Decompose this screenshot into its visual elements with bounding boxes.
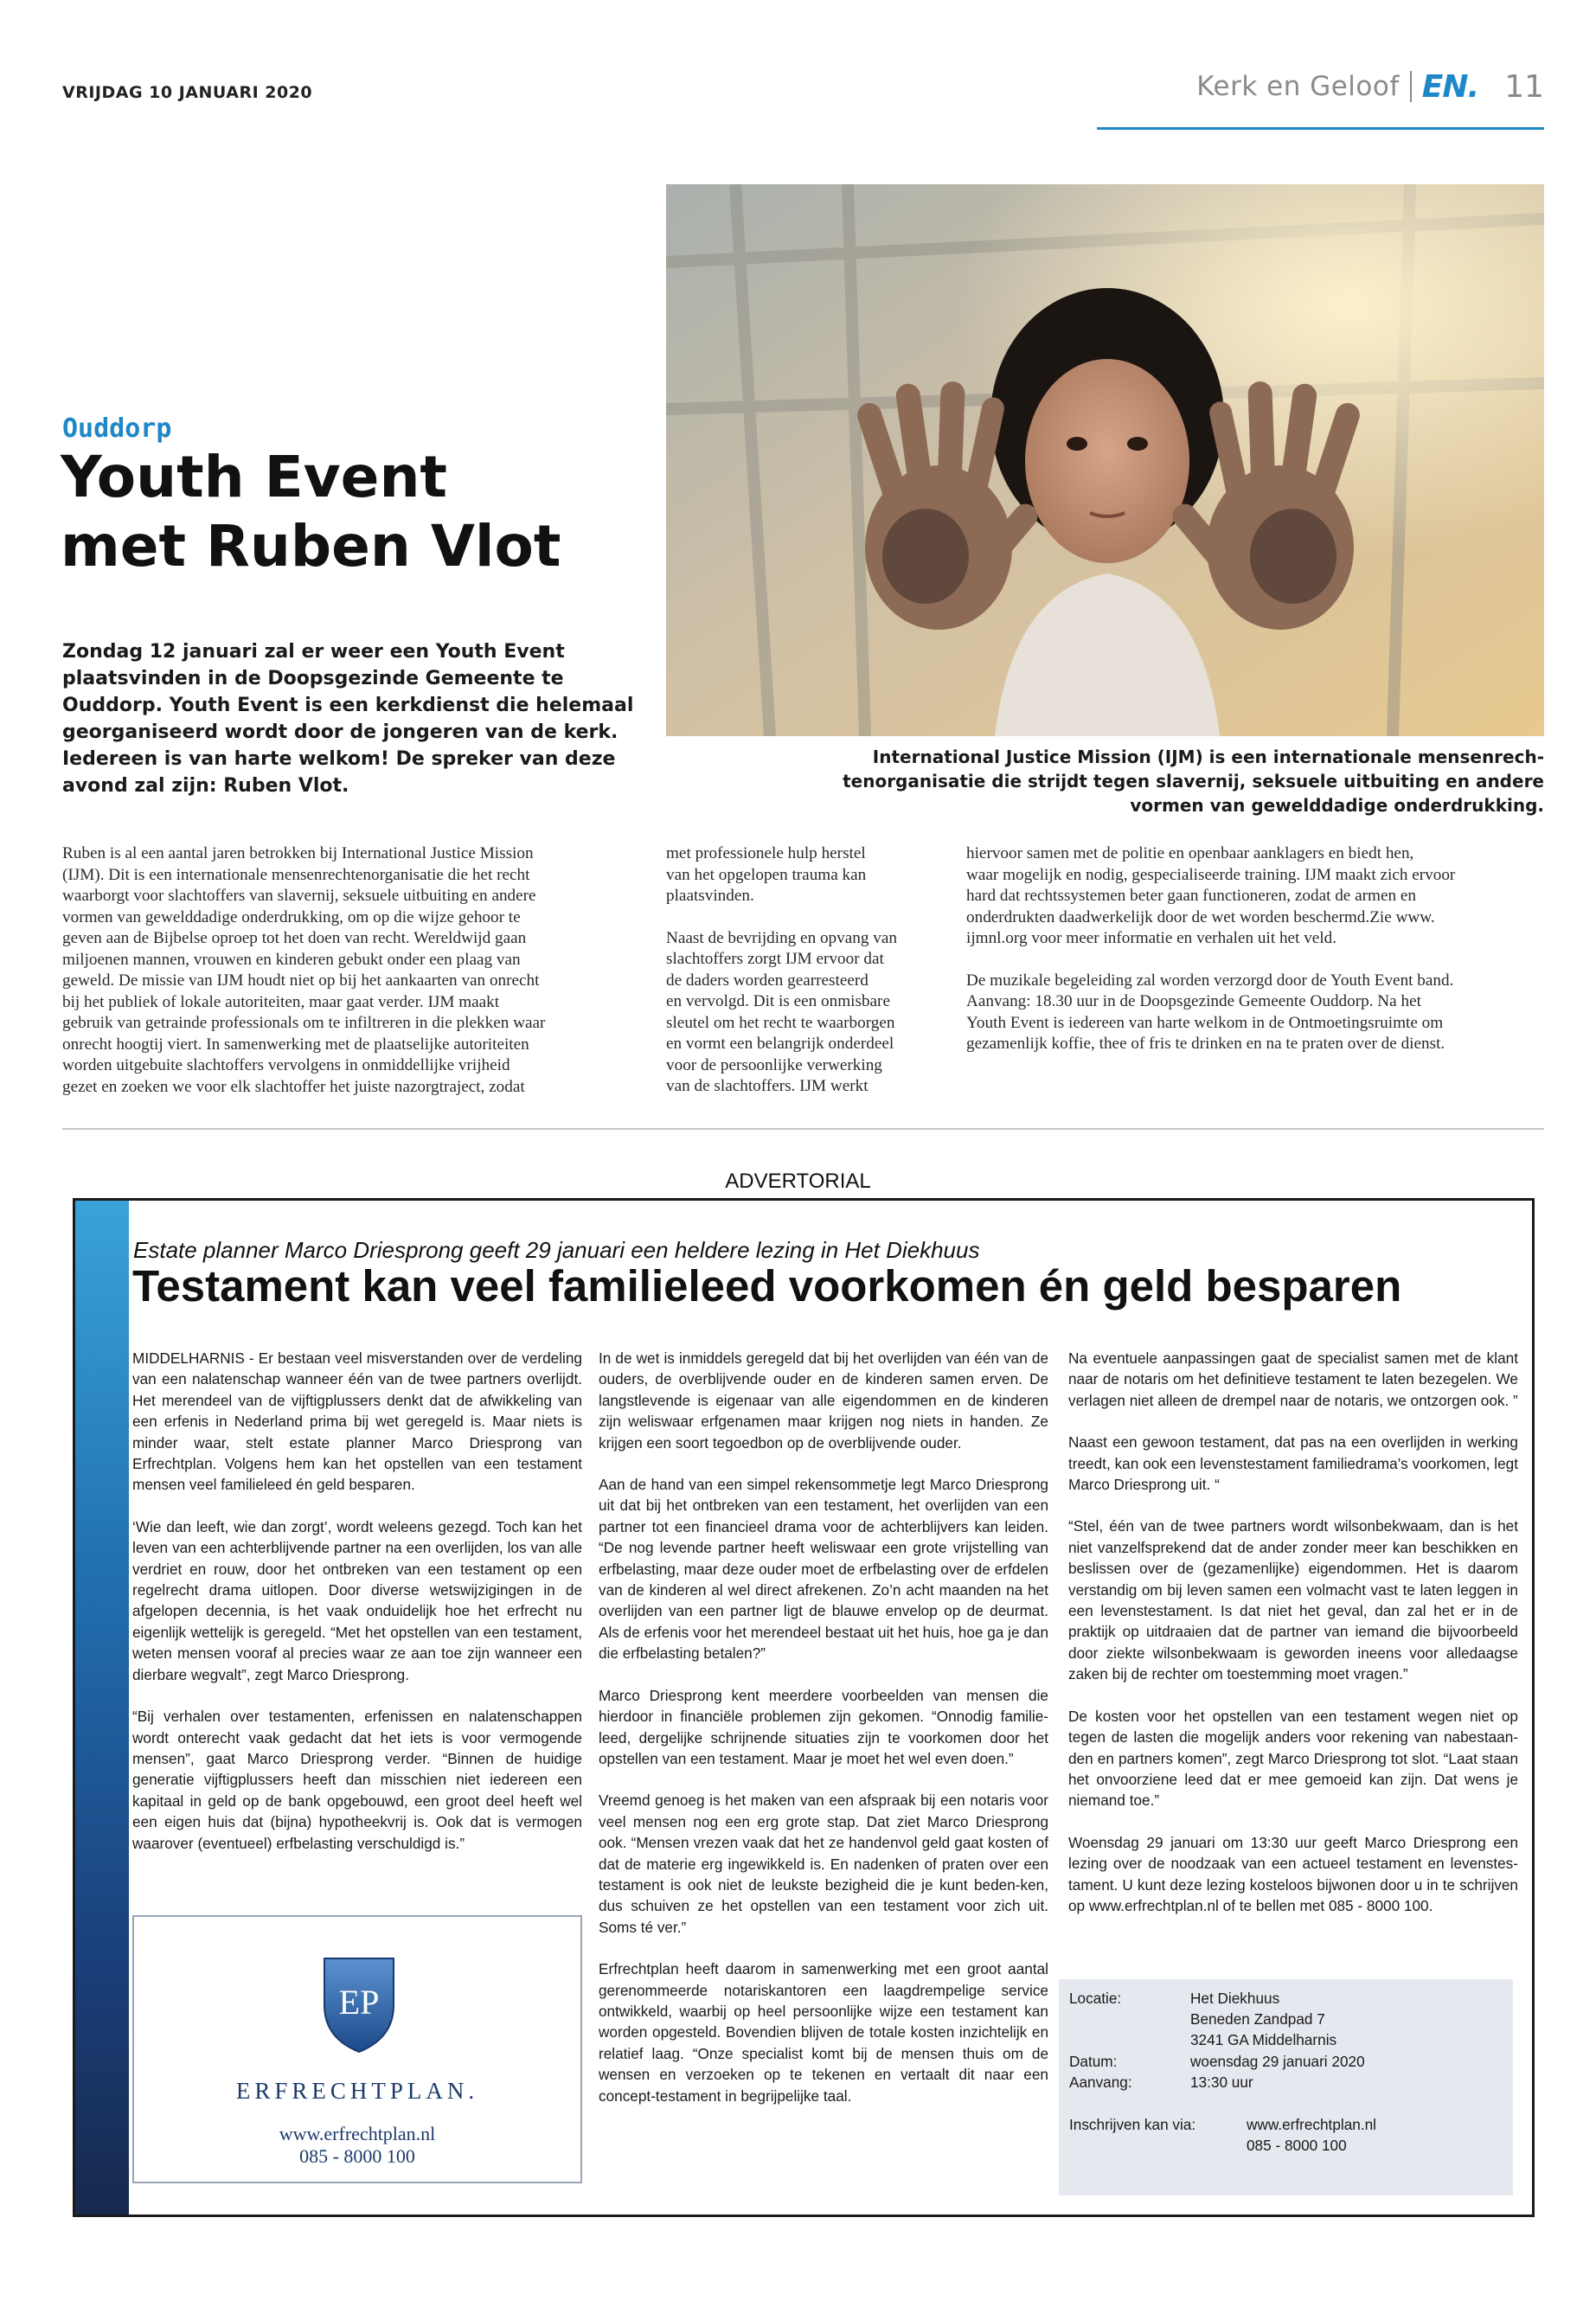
body-line: geven aan de Bijbelse oproep tot het doen van recht. Wereldwijd gaan <box>62 929 527 947</box>
advertorial-accent-bar <box>75 1201 129 2214</box>
caption-line: tenorganisatie die strijdt tegen slavernij, seksuele uitbuiting en andere <box>843 771 1544 792</box>
advertorial-subtitle: Estate planner Marco Driesprong geeft 29 januari een heldere lezing in Het Diekhuus <box>133 1237 980 1263</box>
body-line: hard dat rechtssystemen beter gaan functioneren, zodat de armen en <box>966 887 1416 905</box>
body-line: Ruben is al een aantal jaren betrokken bij International Justice Mission <box>62 844 534 862</box>
event-info-box <box>1059 1979 1513 2195</box>
datum-label: Datum: <box>1069 2053 1118 2070</box>
advertorial-label: ADVERTORIAL <box>725 1170 871 1193</box>
inschrijven-label: Inschrijven kan via: <box>1069 2116 1196 2133</box>
logo-name: ERFRECHTPLAN. <box>235 2078 479 2104</box>
article-photo <box>666 184 1544 736</box>
body-line: en vervolgd. Dit is een onmisbare <box>666 992 890 1010</box>
adv-paragraph: “Stel, één van de twee partners wordt wilsonbekwaam, dan is het niet vanzelfsprekend dat de ander zonder meer kan beschikken en beslissen over de (gezamenlijke) eigendommen. Het is daarom verstandig om bij leven samen een volmacht vast te laten leggen in een levenstestament. Is dat niet het geval, dan zal het er in de praktijk op uitdraaien dat de partner van iemand die bijvoorbeeld door ziekte wilsonbekwaam is geworden ineens voor alledaagse zaken bij de rechter om toestemming moet vragen.” <box>1068 1517 1518 1683</box>
locatie-line: Het Diekhuus <box>1190 1990 1280 2007</box>
article-headline <box>61 443 649 581</box>
aanvang-value: 13:30 uur <box>1190 2073 1253 2091</box>
body-line: ijmnl.org voor meer informatie en verhalen uit het veld. <box>966 929 1337 947</box>
body-line: gebruik van getrainde professionals om te infiltreren in die plekken waar <box>62 1014 546 1032</box>
lead-line: Zondag 12 januari zal er weer een Youth Event <box>62 641 565 663</box>
adv-paragraph: Aan de hand van een simpel rekensommetje legt Marco Driesprong uit dat bij het ontbreken van een testament, het overlijden van een partner tot een financieel drama voor de achterblijvers kan leiden. “De nog levende partner heeft weliswaar een grote vrijstelling van erfbelasting, maar deze ouder moet de erfbelasting over de erfdelen van de kinderen al wel direct afrekenen. Zo’n acht maanden na het overlijden van een partner ligt de blauwe envelop op de deurmat. Als de erfenis voor het merendeel bestaat uit het huis, hoe ga je dan die erfbelasting betalen?” <box>599 1476 1048 1663</box>
headline-line: met Ruben Vlot <box>61 513 561 580</box>
advertorial-column-2 <box>599 1348 1048 2127</box>
lead-line: avond zal zijn: Ruben Vlot. <box>62 775 349 797</box>
body-line: bij het publiek of lokale autoriteiten, maar gaat verder. IJM maakt <box>62 992 500 1011</box>
body-line: De muzikale begeleiding zal worden verzorgd door de Youth Event band. <box>966 971 1454 990</box>
body-line: onrecht hoogtij viert. In samenwerking met de plaatselijke autoriteiten <box>62 1035 529 1054</box>
erfrechtplan-logo-box <box>132 1915 582 2183</box>
body-line: hiervoor samen met de politie en openbaar aanklagers en biedt hen, <box>966 844 1414 862</box>
body-paragraph <box>966 843 1544 950</box>
body-line: geweld. De missie van IJM houdt niet op bij het aankaarten van onrecht <box>62 971 540 990</box>
logo-phone: 085 - 8000 100 <box>299 2145 415 2167</box>
adv-paragraph: Vreemd genoeg is het maken van een afspraak bij een notaris voor veel mensen nog een erg grote stap. Dat ziet Marco Driesprong ook. “Mensen vrezen vaak dat het ze handenvol geld gaat kosten of dat de materie erg ingewikkeld is. En nadenken of praten over een testament is ook niet de leukste bezigheid die je kunt beden-ken, dus schuiven ze het opstellen van een testament voor zich uit. Soms té ver.” <box>599 1791 1048 1936</box>
article-location: Ouddorp <box>62 413 172 444</box>
advertorial-column-3 <box>1068 1348 1518 1937</box>
body-line: waarborgt voor slachtoffers van slavernij, seksuele uitbuiting en andere <box>62 887 536 905</box>
caption-line: International Justice Mission (IJM) is een internationale mensenrech- <box>872 747 1544 767</box>
datum-value: woensdag 29 januari 2020 <box>1190 2053 1365 2070</box>
body-line: met professionele hulp herstel <box>666 844 866 862</box>
body-line: slachtoffers zorgt IJM ervoor dat <box>666 950 884 968</box>
advertorial-title: Testament kan veel familieleed voorkomen én geld besparen <box>132 1261 1402 1311</box>
adv-paragraph: Woensdag 29 januari om 13:30 uur geeft Marco Driesprong een lezing over de noodzaak van een actueel testament en levenstes-tament. U kunt deze lezing kosteloos bijwonen door u in te schrijven op www.erfrechtplan.nl of te bellen met 085 - 8000 100. <box>1068 1833 1518 1914</box>
section-divider <box>62 1128 1544 1130</box>
locatie-line: 3241 GA Middelharnis <box>1190 2031 1337 2048</box>
section-title: Kerk en Geloof <box>1196 71 1400 102</box>
article-lead <box>62 638 642 799</box>
lead-line: Ouddorp. Youth Event is een kerkdienst die helemaal <box>62 695 634 716</box>
body-line: van de slachtoffers. IJM werkt <box>666 1077 869 1095</box>
adv-paragraph: Na eventuele aanpassingen gaat de specialist samen met de klant naar de notaris om het definitieve testament te laten bezegelen. We verlagen niet alleen de drempel naar de notaris, we ontzorgen ook. ” <box>1068 1349 1518 1409</box>
body-line: voor de persoonlijke verwerking <box>666 1055 882 1074</box>
lead-line: georganiseerd wordt door de jongeren van de kerk. <box>62 721 619 743</box>
body-line: gezamenlijk koffie, thee of fris te drinken en na te praten over de dienst. <box>966 1035 1445 1053</box>
lead-line: Iedereen is van harte welkom! De spreker van deze <box>62 748 616 770</box>
edition-date: VRIJDAG 10 JANUARI 2020 <box>62 83 313 102</box>
inschrijven-phone: 085 - 8000 100 <box>1247 2137 1347 2154</box>
body-line: en vormt een belangrijk onderdeel <box>666 1035 894 1053</box>
section-header <box>1196 66 1544 107</box>
article-column-2 <box>666 843 947 1118</box>
advertorial-box <box>73 1198 1535 2217</box>
logo-monogram: EP <box>338 1983 380 2022</box>
body-line: vormen van gewelddadige onderdrukking, om op die wijze gehoor te <box>62 907 521 926</box>
child-hands-photo <box>666 184 1544 736</box>
body-paragraph <box>666 928 947 1098</box>
adv-paragraph: In de wet is inmiddels geregeld dat bij het overlijden van één van de ouders, de overblijvende ouder en de kinderen samen erven. De langstlevende is eigenaar van alle eigendommen en de kinderen zijn weliswaar erfgenamen maar krijgen nog niets in handen. Ze krijgen een soort tegoedbon op de overblijvende ouder. <box>599 1349 1048 1452</box>
adv-paragraph: Marco Driesprong kent meerdere voorbeelden van mensen die hierdoor in financiële problemen zijn gekomen. “Onnodig familie-leed, dergelijke schrijnende situaties zijn te voorkomen door het opstellen van een testament. Maar je moet het wel even doen.” <box>599 1686 1048 1767</box>
shield-icon <box>320 1952 398 2055</box>
adv-paragraph: “Bij verhalen over testamenten, erfenissen en nalatenschappen wordt onterecht vaak gedacht dat het iets is voor vermogende mensen”, gaat Marco Driesprong verder. “Binnen de huidige generatie vijftigplussers heeft dan misschien niet iedereen een kapitaal in geld op de bank opgebouwd, een groot deel heeft wel een eigen huis dat (bijna) hypotheekvrij is. Ook dat is vermogen waarover (eventueel) erfbelasting verschuldigd is.” <box>132 1708 582 1852</box>
logo-url[interactable]: www.erfrechtplan.nl <box>279 2123 436 2144</box>
body-line: Aanvang: 18.30 uur in de Doopsgezinde Gemeente Ouddorp. Na het <box>966 992 1421 1010</box>
body-line: (IJM). Dit is een internationale mensenrechtenorganisatie die het recht <box>62 865 530 884</box>
body-paragraph <box>666 843 947 907</box>
body-line: de daders worden gearresteerd <box>666 971 869 990</box>
newspaper-logo: EN. <box>1421 68 1479 105</box>
body-line: Youth Event is iedereen van harte welkom in de Ontmoetingsruimte om <box>966 1013 1444 1032</box>
body-line: onderdrukten daadwerkelijk door de wet worden beschermd.Zie www. <box>966 907 1435 926</box>
body-line: van het opgelopen trauma kan <box>666 865 867 884</box>
adv-paragraph: MIDDELHARNIS - Er bestaan veel misverstanden over de verdeling van een nalatenschap wanneer één van de twee partners overlijdt. Het merendeel van de vijftigplussers denkt dat de afwikkeling van een erfenis in Nederland prima bij wet geregeld is. Maar niets is minder waar, stelt estate planner Marco Driesprong van Erfrechtplan. Volgens hem kan het opstellen van een testament mensen veel familieleed én geld besparen. <box>132 1349 582 1494</box>
locatie-label: Locatie: <box>1069 1990 1122 2007</box>
adv-paragraph: ‘Wie dan leeft, wie dan zorgt’, wordt weleens gezegd. Toch kan het leven van een achterblijvende partner na een overlijden, los van alle verdriet en rouw, door het ontbreken van een testament op een regelrecht drama uitlopen. Door diverse wetswijzigingen in de afgelopen decennia, is het vaak onduidelijk hoe het erfrecht nu eigenlijk wettelijk is geregeld. “Met het opstellen van een testament, weten mensen vooraf al precies waar ze aan toe zijn wanneer een dierbare wegvalt”, zegt Marco Driesprong. <box>132 1517 582 1683</box>
adv-paragraph: De kosten voor het opstellen van een testament wegen niet op tegen de lasten die mogelijk anders voor rekening van nabestaan-den en partners komen”, zegt Marco Driesprong tot slot. “Laat staan het onvoorziene leed dat er mee gemoeid kan zijn. Dat wens je niemand toe.” <box>1068 1707 1518 1810</box>
body-line: sleutel om het recht te waarborgen <box>666 1013 895 1032</box>
article-column-1 <box>62 843 651 1098</box>
body-line: miljoenen mannen, vrouwen en kinderen gebukt onder een plaag van <box>62 950 521 969</box>
headline-line: Youth Event <box>61 444 447 510</box>
body-line: worden uitgebuite slachtoffers vervolgens in onmiddellijke vrijheid <box>62 1056 510 1074</box>
locatie-line: Beneden Zandpad 7 <box>1190 2010 1325 2028</box>
adv-paragraph: Erfrechtplan heeft daarom in samenwerking met een groot aantal gerenommeerde notariskantoren een laagdrempelige service ontwikkeld, waarbij op heel persoonlijke wijze een testament kan worden opgesteld. Bovendien blijven de totale kosten inzichtelijk en relatief laag. “Onze specialist komt bij de mensen thuis om de wensen en verzoeken op te tekenen en vertaalt dit naar een concept-testament in begrijpelijke taal. <box>599 1960 1048 2105</box>
caption-line: vormen van gewelddadige onderdrukking. <box>1130 795 1544 816</box>
body-line: gezet en zoeken we voor elk slachtoffer het juiste nazorgtraject, zodat <box>62 1077 525 1096</box>
page-number: 11 <box>1504 68 1544 105</box>
adv-paragraph: Naast een gewoon testament, dat pas na een overlijden in werking treedt, kan ook een levenstestament familiedrama’s voorkomen, legt Marco Driesprong uit. “ <box>1068 1433 1518 1494</box>
header-rule <box>1097 127 1544 130</box>
header-divider <box>1410 71 1412 102</box>
lead-line: plaatsvinden in de Doopsgezinde Gemeente te <box>62 668 564 689</box>
body-line: Naast de bevrijding en opvang van <box>666 928 897 947</box>
photo-caption <box>666 745 1544 817</box>
inschrijven-url[interactable]: www.erfrechtplan.nl <box>1247 2116 1376 2133</box>
advertorial-column-1 <box>132 1348 582 1875</box>
body-line: plaatsvinden. <box>666 887 754 905</box>
aanvang-label: Aanvang: <box>1069 2073 1132 2091</box>
body-paragraph <box>966 971 1544 1055</box>
article-column-3 <box>966 843 1544 1076</box>
body-line: waar mogelijk en nodig, gespecialiseerde training. IJM maakt zich ervoor <box>966 865 1456 884</box>
